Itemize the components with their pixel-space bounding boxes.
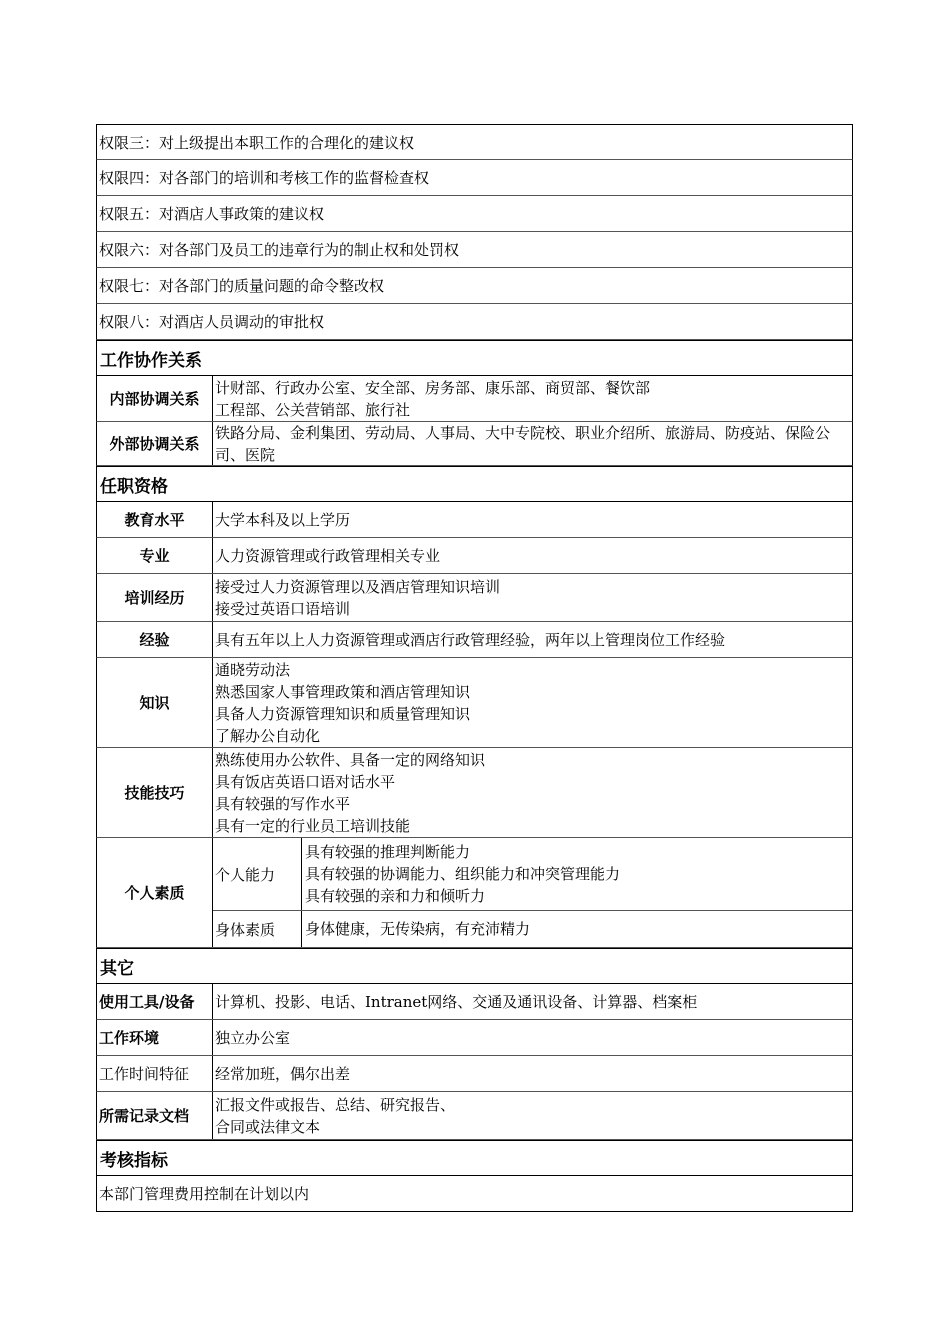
knowledge-line: 熟悉国家人事管理政策和酒店管理知识 bbox=[215, 682, 471, 701]
work-time-row bbox=[96, 1056, 853, 1092]
skills-label: 技能技巧 bbox=[97, 748, 213, 837]
knowledge-line: 了解办公自动化 bbox=[215, 726, 321, 745]
section-title: 其它 bbox=[100, 959, 134, 979]
knowledge-line: 具备人力资源管理知识和质量管理知识 bbox=[215, 704, 471, 723]
environment-value: 独立办公室 bbox=[215, 1028, 291, 1047]
authority-row bbox=[96, 124, 853, 160]
section-title: 考核指标 bbox=[100, 1151, 168, 1171]
skills-line: 具有较强的写作水平 bbox=[215, 794, 351, 813]
education-value: 大学本科及以上学历 bbox=[215, 510, 351, 529]
job-description-table bbox=[96, 124, 853, 1212]
education-row bbox=[96, 502, 853, 538]
ability-subrow bbox=[213, 838, 852, 911]
skills-line: 熟练使用办公软件、具备一定的网络知识 bbox=[215, 750, 486, 769]
physical-value: 身体健康，无传染病，有充沛精力 bbox=[305, 920, 531, 938]
section-title: 任职资格 bbox=[100, 477, 168, 497]
knowledge-label: 知识 bbox=[97, 658, 213, 747]
physical-subrow bbox=[213, 911, 852, 947]
external-coordination-row bbox=[96, 422, 853, 466]
authority-text: 权限五：对酒店人事政策的建议权 bbox=[99, 205, 325, 223]
environment-row bbox=[96, 1020, 853, 1056]
authority-text: 权限六：对各部门及员工的违章行为的制止权和处罚权 bbox=[99, 241, 460, 259]
authority-text: 权限七：对各部门的质量问题的命令整改权 bbox=[99, 277, 385, 295]
personal-quality-row bbox=[96, 838, 853, 948]
external-coordination-line: 铁路分局、金利集团、劳动局、人事局、大中专院校、职业介绍所、旅游局、防疫站、保险公 bbox=[215, 423, 831, 442]
ability-line: 具有较强的亲和力和倾听力 bbox=[305, 887, 486, 905]
authority-row bbox=[96, 268, 853, 304]
authority-row bbox=[96, 232, 853, 268]
documents-line: 合同或法律文本 bbox=[215, 1117, 321, 1136]
skills-line: 具有饭店英语口语对话水平 bbox=[215, 772, 396, 791]
documents-label: 所需记录文档 bbox=[97, 1092, 213, 1139]
tools-value: 计算机、投影、电话、Intranet网络、交通及通讯设备、计算器、档案柜 bbox=[215, 992, 698, 1011]
external-coordination-label: 外部协调关系 bbox=[97, 422, 213, 465]
section-header-other bbox=[96, 948, 853, 984]
section-header-qualifications bbox=[96, 466, 853, 502]
knowledge-line: 通晓劳动法 bbox=[215, 660, 291, 679]
training-label: 培训经历 bbox=[97, 574, 213, 621]
internal-coordination-row bbox=[96, 376, 853, 422]
knowledge-row bbox=[96, 658, 853, 748]
environment-label: 工作环境 bbox=[97, 1020, 213, 1055]
authority-row bbox=[96, 196, 853, 232]
documents-line: 汇报文件或报告、总结、研究报告、 bbox=[215, 1095, 456, 1114]
training-line: 接受过人力资源管理以及酒店管理知识培训 bbox=[215, 577, 501, 596]
section-header-collaboration bbox=[96, 340, 853, 376]
authority-text: 权限八：对酒店人员调动的审批权 bbox=[99, 313, 325, 331]
work-time-label: 工作时间特征 bbox=[97, 1056, 213, 1091]
experience-row bbox=[96, 622, 853, 658]
ability-label: 个人能力 bbox=[213, 838, 302, 910]
personal-quality-label: 个人素质 bbox=[97, 838, 213, 947]
internal-coordination-line: 工程部、公关营销部、旅行社 bbox=[215, 400, 411, 419]
skills-row bbox=[96, 748, 853, 838]
major-value: 人力资源管理或行政管理相关专业 bbox=[215, 546, 441, 565]
assessment-row bbox=[96, 1176, 853, 1212]
authority-row bbox=[96, 160, 853, 196]
internal-coordination-line: 计财部、行政办公室、安全部、房务部、康乐部、商贸部、餐饮部 bbox=[215, 378, 651, 397]
work-time-value: 经常加班，偶尔出差 bbox=[215, 1064, 351, 1083]
training-row bbox=[96, 574, 853, 622]
major-row bbox=[96, 538, 853, 574]
experience-value: 具有五年以上人力资源管理或酒店行政管理经验，两年以上管理岗位工作经验 bbox=[215, 630, 726, 649]
section-title: 工作协作关系 bbox=[100, 351, 202, 371]
section-header-assessment bbox=[96, 1140, 853, 1176]
documents-row bbox=[96, 1092, 853, 1140]
ability-line: 具有较强的协调能力、组织能力和冲突管理能力 bbox=[305, 865, 621, 883]
authority-text: 权限三：对上级提出本职工作的合理化的建议权 bbox=[99, 134, 415, 152]
physical-label: 身体素质 bbox=[213, 911, 302, 947]
internal-coordination-label: 内部协调关系 bbox=[97, 376, 213, 421]
training-line: 接受过英语口语培训 bbox=[215, 599, 351, 618]
experience-label: 经验 bbox=[97, 622, 213, 657]
education-label: 教育水平 bbox=[97, 502, 213, 537]
major-label: 专业 bbox=[97, 538, 213, 573]
skills-line: 具有一定的行业员工培训技能 bbox=[215, 816, 411, 835]
assessment-item: 本部门管理费用控制在计划以内 bbox=[99, 1185, 310, 1203]
authority-text: 权限四：对各部门的培训和考核工作的监督检查权 bbox=[99, 169, 430, 187]
authority-row bbox=[96, 304, 853, 340]
tools-row bbox=[96, 984, 853, 1020]
ability-line: 具有较强的推理判断能力 bbox=[305, 843, 471, 861]
tools-label: 使用工具/设备 bbox=[97, 984, 213, 1019]
external-coordination-line: 司、医院 bbox=[215, 445, 276, 464]
